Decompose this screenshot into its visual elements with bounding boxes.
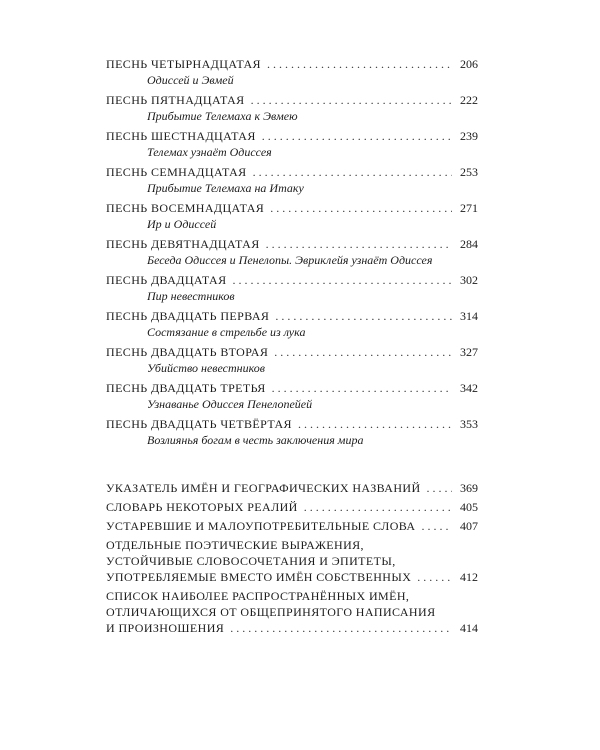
- appendix-title-line: СЛОВАРЬ НЕКОТОРЫХ РЕАЛИЙ: [106, 500, 298, 514]
- page-number: 239: [460, 129, 478, 143]
- appendix-title-line: УКАЗАТЕЛЬ ИМЁН И ГЕОГРАФИЧЕСКИХ НАЗВАНИЙ: [106, 481, 421, 495]
- toc-entry-row: [106, 620, 478, 636]
- toc-entry-row: [106, 380, 478, 396]
- toc-entry-canto[interactable]: [106, 56, 478, 88]
- canto-subtitle: Ир и Одиссей: [147, 217, 217, 231]
- canto-subtitle: Возлиянья богам в честь заключения мира: [147, 433, 364, 447]
- dot-leader: [421, 518, 452, 534]
- dot-leader: [251, 92, 452, 108]
- toc-entry-row: [106, 308, 478, 324]
- page-number: 353: [460, 417, 478, 431]
- toc-entry-row: [106, 480, 478, 496]
- canto-title: ПЕСНЬ ПЯТНАДЦАТАЯ: [106, 93, 245, 107]
- toc-entry-canto[interactable]: [106, 308, 478, 340]
- toc-entry-row: [106, 128, 478, 144]
- canto-title: ПЕСНЬ ДВАДЦАТЬ ВТОРАЯ: [106, 345, 269, 359]
- appendix-title-line: УСТАРЕВШИЕ И МАЛОУПОТРЕБИТЕЛЬНЫЕ СЛОВА: [106, 519, 416, 533]
- canto-subtitle: Беседа Одиссея и Пенелопы. Эвриклейя узнаёт Одиссея: [147, 253, 433, 267]
- toc-entry-canto[interactable]: [106, 236, 478, 268]
- page-number: 302: [460, 273, 478, 287]
- canto-title: ПЕСНЬ ДВАДЦАТЬ ПЕРВАЯ: [106, 309, 270, 323]
- toc-entry-appendix[interactable]: [106, 480, 478, 496]
- toc-entry-appendix[interactable]: [106, 537, 478, 585]
- dot-leader: [267, 56, 452, 72]
- appendix-title-line: УПОТРЕБЛЯЕМЫЕ ВМЕСТО ИМЁН СОБСТВЕННЫХ: [106, 570, 412, 584]
- toc-entry-canto[interactable]: [106, 128, 478, 160]
- toc-entry-canto[interactable]: [106, 164, 478, 196]
- page-number: 314: [460, 309, 478, 323]
- toc-entry-canto[interactable]: [106, 92, 478, 124]
- appendix-title-line: УСТОЙЧИВЫЕ СЛОВОСОЧЕТАНИЯ И ЭПИТЕТЫ,: [106, 554, 396, 568]
- toc-entry-appendix[interactable]: [106, 499, 478, 515]
- canto-title: ПЕСНЬ СЕМНАДЦАТАЯ: [106, 165, 247, 179]
- cantos-list: [106, 56, 478, 448]
- canto-subtitle: Телемах узнаёт Одиссея: [147, 145, 272, 159]
- toc-entry-canto[interactable]: [106, 200, 478, 232]
- dot-leader: [275, 308, 452, 324]
- canto-title: ПЕСНЬ ДВАДЦАТАЯ: [106, 273, 227, 287]
- page-number: 405: [460, 500, 478, 514]
- canto-title: ПЕСНЬ ВОСЕМНАДЦАТАЯ: [106, 201, 265, 215]
- page-number: 327: [460, 345, 478, 359]
- canto-title: ПЕСНЬ ДВАДЦАТЬ ЧЕТВЁРТАЯ: [106, 417, 292, 431]
- toc-entry-appendix[interactable]: [106, 588, 478, 636]
- dot-leader: [298, 416, 452, 432]
- page-number: 253: [460, 165, 478, 179]
- canto-title: ПЕСНЬ ЧЕТЫРНАДЦАТАЯ: [106, 57, 261, 71]
- toc-entry-row: [106, 569, 478, 585]
- toc-entry-row: [106, 56, 478, 72]
- dot-leader: [233, 272, 452, 288]
- dot-leader: [427, 480, 452, 496]
- canto-title: ПЕСНЬ ДЕВЯТНАДЦАТАЯ: [106, 237, 260, 251]
- toc-entry-row: [106, 416, 478, 432]
- section-gap: [106, 452, 478, 480]
- appendix-title-line: И ПРОИЗНОШЕНИЯ: [106, 621, 225, 635]
- page-number: 206: [460, 57, 478, 71]
- dot-leader: [272, 380, 452, 396]
- toc-entry-canto[interactable]: [106, 380, 478, 412]
- dot-leader: [266, 236, 452, 252]
- page-number: 414: [460, 621, 478, 635]
- dot-leader: [262, 128, 452, 144]
- table-of-contents: [106, 56, 478, 639]
- toc-entry-row: [106, 272, 478, 288]
- appendix-title-line: СПИСОК НАИБОЛЕЕ РАСПРОСТРАНЁННЫХ ИМЁН,: [106, 589, 410, 603]
- page-number: 222: [460, 93, 478, 107]
- dot-leader: [230, 620, 452, 636]
- dot-leader: [274, 344, 452, 360]
- page-number: 284: [460, 237, 478, 251]
- toc-entry-row: [106, 344, 478, 360]
- page-number: 412: [460, 570, 478, 584]
- toc-entry-row: [106, 200, 478, 216]
- toc-entry-appendix[interactable]: [106, 518, 478, 534]
- toc-entry-row: [106, 164, 478, 180]
- appendix-title-line: ОТЛИЧАЮЩИХСЯ ОТ ОБЩЕПРИНЯТОГО НАПИСАНИЯ: [106, 605, 436, 619]
- appendix-list: [106, 480, 478, 636]
- toc-entry-row: [106, 92, 478, 108]
- canto-subtitle: Прибытие Телемаха к Эвмею: [147, 109, 298, 123]
- canto-subtitle: Узнаванье Одиссея Пенелопейей: [147, 397, 313, 411]
- canto-subtitle: Пир невестников: [147, 289, 235, 303]
- dot-leader: [304, 499, 452, 515]
- appendix-title-line: ОТДЕЛЬНЫЕ ПОЭТИЧЕСКИЕ ВЫРАЖЕНИЯ,: [106, 538, 364, 552]
- canto-subtitle: Одиссей и Эвмей: [147, 73, 234, 87]
- dot-leader: [270, 200, 452, 216]
- dot-leader: [417, 569, 452, 585]
- toc-entry-canto[interactable]: [106, 344, 478, 376]
- canto-subtitle: Убийство невестников: [147, 361, 265, 375]
- page-number: 407: [460, 519, 478, 533]
- toc-entry-canto[interactable]: [106, 272, 478, 304]
- dot-leader: [253, 164, 452, 180]
- canto-title: ПЕСНЬ ДВАДЦАТЬ ТРЕТЬЯ: [106, 381, 266, 395]
- page-number: 271: [460, 201, 478, 215]
- canto-subtitle: Прибытие Телемаха на Итаку: [147, 181, 304, 195]
- canto-subtitle: Состязание в стрельбе из лука: [147, 325, 306, 339]
- toc-entry-row: [106, 236, 478, 252]
- page-number: 342: [460, 381, 478, 395]
- page-number: 369: [460, 481, 478, 495]
- toc-entry-row: [106, 518, 478, 534]
- toc-entry-row: [106, 499, 478, 515]
- toc-entry-canto[interactable]: [106, 416, 478, 448]
- canto-title: ПЕСНЬ ШЕСТНАДЦАТАЯ: [106, 129, 256, 143]
